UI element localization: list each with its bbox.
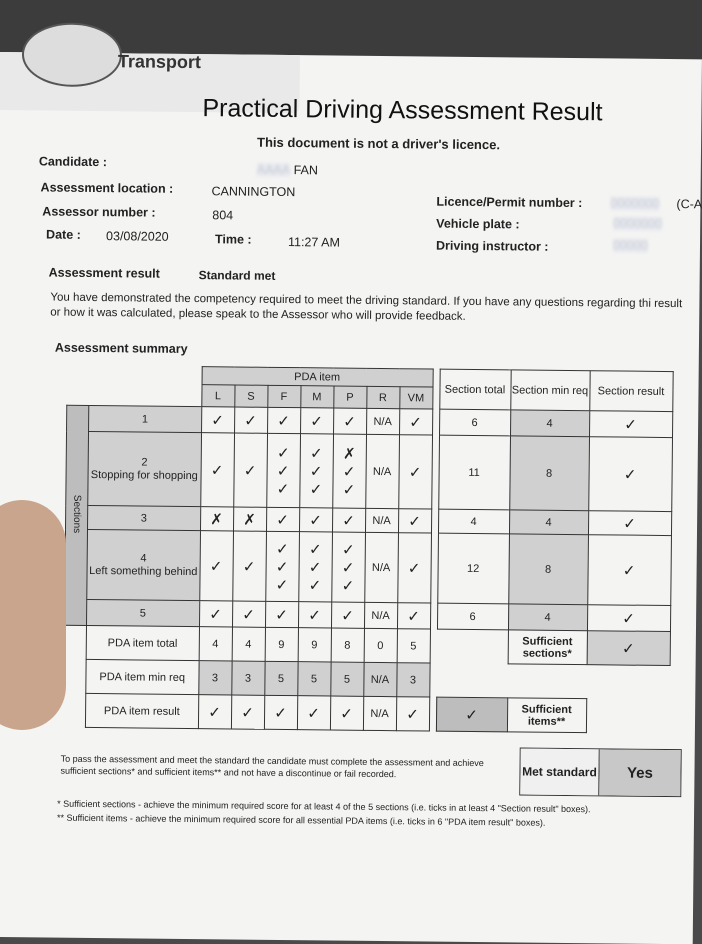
column-header: R xyxy=(366,386,399,408)
check-icon: ✓ xyxy=(331,602,364,628)
pda-item-header: PDA item xyxy=(202,367,433,387)
cell-value: 4 xyxy=(232,627,265,661)
sufficient-items-label: Sufficient items** xyxy=(507,698,586,733)
footnote-sections: * Sufficient sections - achieve the minimum required score for at least 4 of the 5 sections (i.e. ticks in at least 4 "Section result" boxes). xyxy=(57,798,591,815)
section-title: Left something behind xyxy=(89,564,198,578)
pda-item-total-label: PDA item total xyxy=(86,625,199,660)
cell-value: 9 xyxy=(265,627,298,661)
section-name: 1 xyxy=(89,405,202,432)
check-icon: ✓ xyxy=(300,408,333,434)
time-label: Time : xyxy=(214,232,252,247)
licence-suffix: (C-A xyxy=(676,197,702,212)
cell-value: 5 xyxy=(330,662,363,696)
cell-value: 5 xyxy=(397,629,430,663)
plate-value-redacted: 0000000 xyxy=(613,216,662,231)
column-header: P xyxy=(333,386,366,408)
section-name xyxy=(88,431,201,506)
instructor-value-redacted: 00000 xyxy=(612,238,648,253)
check-icon: ✓ xyxy=(398,509,431,533)
check-icon: ✓ xyxy=(330,696,363,730)
section-min: 4 xyxy=(508,604,587,631)
column-header: VM xyxy=(399,387,432,409)
brand-name: Transport xyxy=(117,51,202,73)
cross-icon: ✗ xyxy=(200,507,233,531)
check-icon: ✓ xyxy=(297,696,330,730)
cell-value: 8 xyxy=(331,628,364,662)
government-seal-icon xyxy=(22,22,123,87)
section-result: ✓ xyxy=(587,535,671,606)
check-icon: ✓ xyxy=(332,508,365,532)
met-standard-value: Yes xyxy=(599,749,680,796)
table-row: 2 Stopping for shopping ✓ ✓ ✓ ✓ ✓ ✓ ✓ ✓ ✗ ✓ ✓ N/A ✓ 11 8 ✓ xyxy=(66,431,672,511)
met-standard-label: Met standard xyxy=(520,748,599,795)
page-subtitle: This document is not a driver's licence. xyxy=(256,134,501,153)
assessment-summary-table xyxy=(63,365,673,734)
cell-value: 5 xyxy=(264,661,297,695)
section-result: ✓ xyxy=(589,411,672,438)
column-header: L xyxy=(201,385,234,407)
thumb-holding-paper xyxy=(0,500,66,730)
pda-item-min-label: PDA item min req xyxy=(86,659,199,694)
section-total: 12 xyxy=(437,533,509,604)
section-name: 5 xyxy=(86,599,199,626)
licence-value-redacted: 0000000 xyxy=(610,196,660,211)
instructor-label: Driving instructor : xyxy=(435,238,549,254)
document-page xyxy=(0,52,702,944)
candidate-surname: FAN xyxy=(293,163,319,178)
check-icon: ✓ xyxy=(266,507,299,531)
plate-label: Vehicle plate : xyxy=(436,216,520,232)
result-label: Assessment result xyxy=(48,265,160,281)
summary-heading: Assessment summary xyxy=(54,340,188,356)
page-title: Practical Driving Assessment Result xyxy=(202,94,603,127)
section-total: 6 xyxy=(437,603,508,630)
location-label: Assessment location : xyxy=(40,180,174,196)
check-icon: ✓ xyxy=(399,409,432,435)
candidate-value xyxy=(257,163,318,178)
pda-item-result-row xyxy=(63,693,669,733)
result-explanation: You have demonstrated the competency required to meet the driving standard. If you have any questions regarding thi result or how it was calculated, please speak to the Assessor who will provide feedback. xyxy=(50,291,683,323)
section-result: ✓ xyxy=(587,605,670,632)
licence-label: Licence/Permit number : xyxy=(436,194,583,211)
sufficient-sections-result: ✓ xyxy=(587,631,670,666)
section-title: Stopping for shopping xyxy=(90,468,198,482)
section-result-header: Section result xyxy=(589,371,672,412)
check-icon: ✓ xyxy=(333,408,366,434)
assessor-value: 804 xyxy=(212,208,234,223)
check-icon: ✓ xyxy=(231,695,264,729)
section-number: 2 xyxy=(141,456,148,469)
cell-value: 3 xyxy=(396,663,429,697)
check-icon: ✓ xyxy=(396,697,429,731)
section-min-header: Section min req xyxy=(510,370,589,411)
section-min: 4 xyxy=(510,410,589,437)
cell-value: N/A xyxy=(363,696,396,730)
section-result: ✓ xyxy=(588,437,672,512)
cell-value: 3 xyxy=(231,661,264,695)
section-total: 11 xyxy=(438,435,510,510)
section-min: 8 xyxy=(509,436,589,511)
pass-requirements-note: To pass the assessment and meet the standard the candidate must complete the assessment and achieve sufficient sections* and sufficient items** and not have a discontinue or fail recorded. xyxy=(60,753,484,780)
section-total-header: Section total xyxy=(439,369,510,410)
check-icon: ✓ xyxy=(201,407,234,433)
check-icon: ✓ xyxy=(264,695,297,729)
column-header: M xyxy=(300,386,333,408)
section-number: 4 xyxy=(140,551,147,565)
section-min: 8 xyxy=(508,534,588,605)
table-row: 4 Left something behind ✓ ✓ ✓ ✓ ✓ ✓ ✓ ✓ ✓ ✓ ✓ N/A ✓ 12 8 ✓ xyxy=(65,529,671,605)
section-total: 4 xyxy=(438,509,509,534)
section-total: 6 xyxy=(439,409,510,436)
check-icon: ✓ xyxy=(265,601,298,627)
section-name xyxy=(87,529,200,600)
cell-value: N/A xyxy=(364,602,397,628)
location-value: CANNINGTON xyxy=(211,184,296,200)
section-min: 4 xyxy=(509,510,588,535)
column-header: S xyxy=(234,385,267,407)
check-icon: ✓ xyxy=(299,508,332,532)
cell-value: N/A xyxy=(366,408,399,434)
date-value: 03/08/2020 xyxy=(106,229,169,244)
sufficient-sections-label: Sufficient sections* xyxy=(508,630,587,665)
cell-value: 5 xyxy=(297,662,330,696)
cell-value: N/A xyxy=(365,508,398,532)
check-icon: ✓ xyxy=(298,602,331,628)
check-icon: ✓ xyxy=(232,601,265,627)
cell-value: 4 xyxy=(199,627,232,661)
section-name: 3 xyxy=(88,505,201,530)
footnote-items: ** Sufficient items - achieve the minimum required score for all essential PDA items (i.e. ticks in 6 "PDA item result" boxes). xyxy=(56,812,546,828)
section-result: ✓ xyxy=(588,511,671,536)
check-icon: ✓ xyxy=(234,407,267,433)
column-header: F xyxy=(267,385,300,407)
redacted-name-icon: AAAA xyxy=(256,162,291,178)
time-value: 11:27 AM xyxy=(287,235,340,250)
cell-value: 9 xyxy=(298,628,331,662)
cross-icon: ✗ xyxy=(233,507,266,531)
pda-item-result-label: PDA item result xyxy=(85,693,198,728)
sections-label: Sections xyxy=(65,405,89,625)
candidate-label: Candidate : xyxy=(38,154,107,170)
result-value: Standard met xyxy=(198,268,276,283)
cell-value: N/A xyxy=(363,662,396,696)
check-icon: ✓ xyxy=(198,695,231,729)
met-standard-box xyxy=(519,747,681,797)
sufficient-items-result: ✓ xyxy=(436,697,507,732)
check-icon: ✓ xyxy=(267,407,300,433)
date-label: Date : xyxy=(46,227,81,242)
cell-value: 0 xyxy=(364,628,397,662)
check-icon: ✓ xyxy=(397,603,430,629)
check-icon: ✓ xyxy=(199,601,232,627)
cell-value: 3 xyxy=(198,661,231,695)
assessor-label: Assessor number : xyxy=(42,204,156,220)
